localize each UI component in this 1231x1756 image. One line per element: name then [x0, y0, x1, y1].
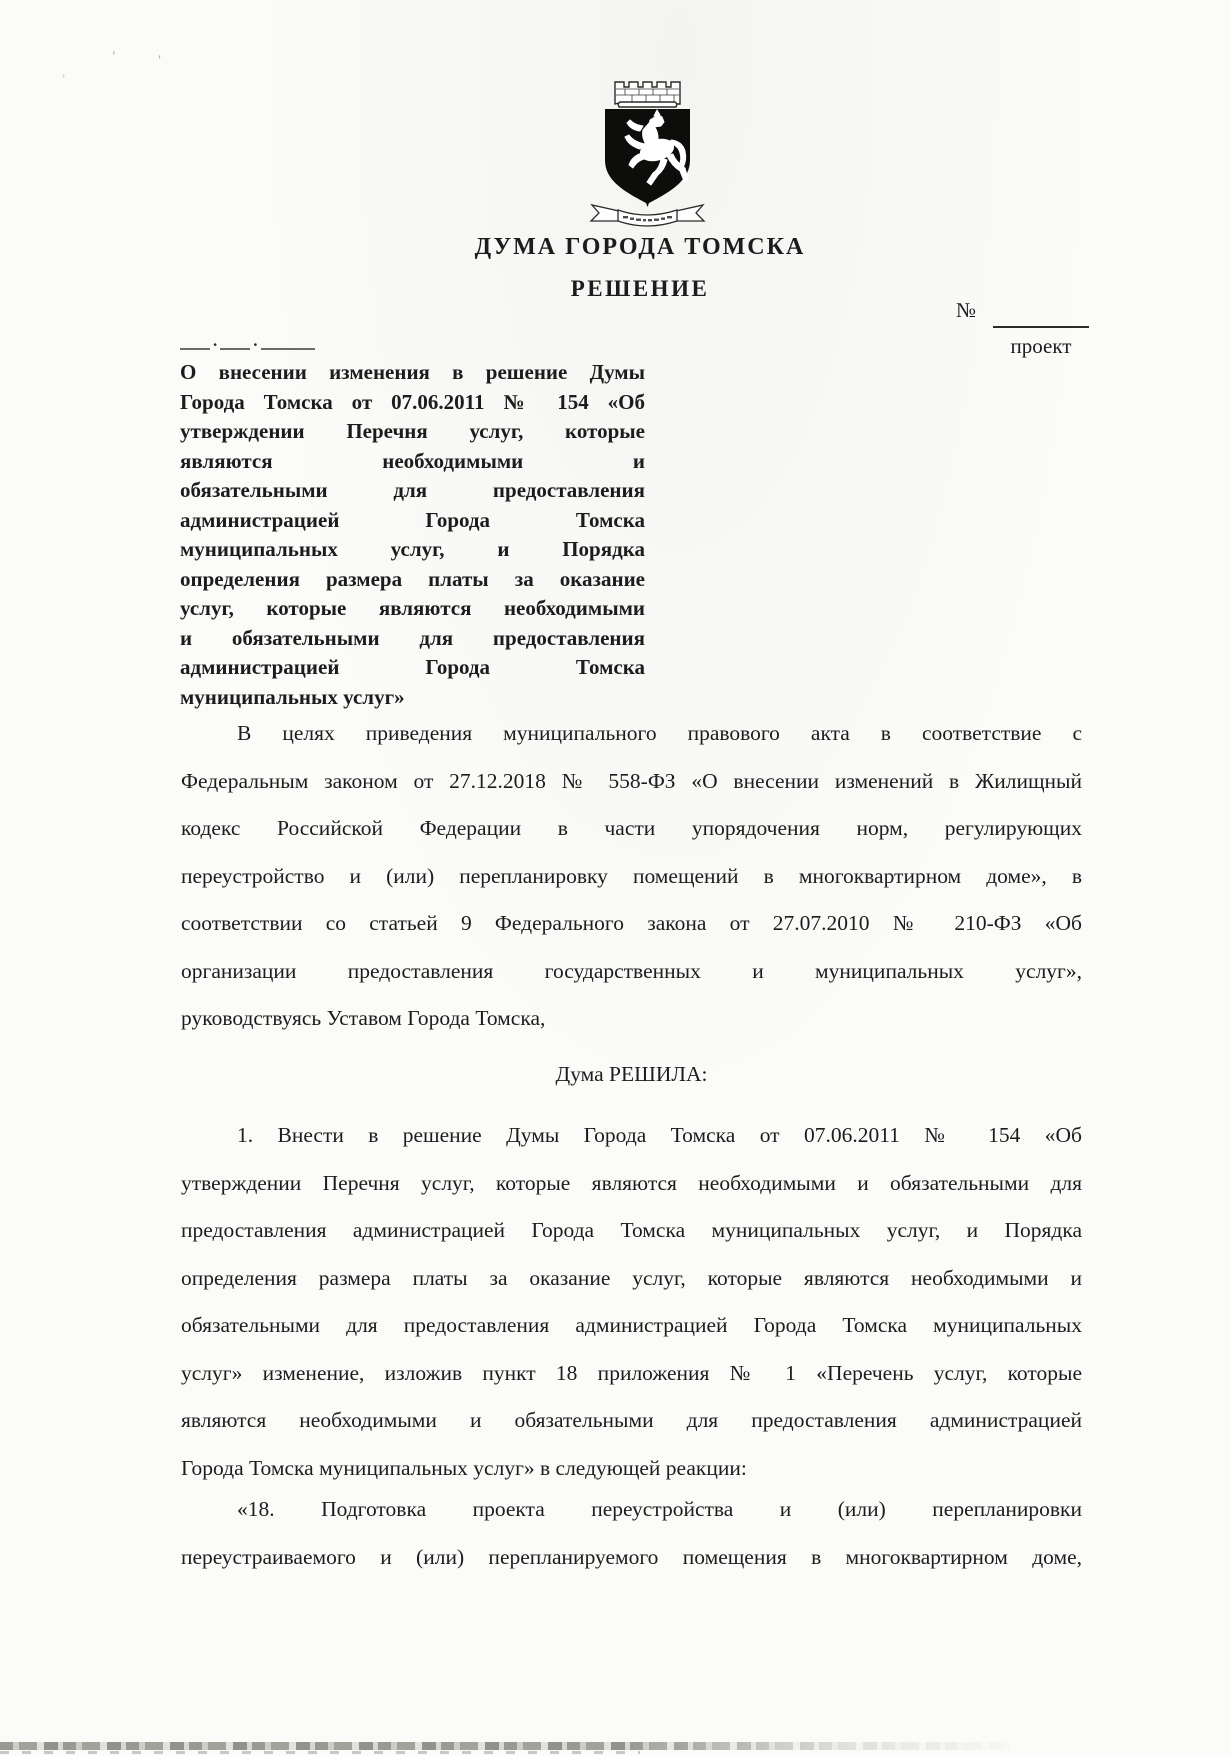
scan-edge-artifact: [0, 1742, 1010, 1750]
text-line: организации предоставления государственных и муниципальных услуг»,: [181, 958, 1082, 983]
motto-ribbon: [591, 205, 704, 226]
quoted-item-18: [181, 1486, 1082, 1581]
organization-name: ДУМА ГОРОДА ТОМСКА: [474, 234, 806, 260]
scan-speck: ': [157, 51, 162, 68]
date-blank-segment: [220, 330, 250, 350]
scan-speck: ,: [62, 64, 66, 79]
text-line: предоставления администрацией Города Томска муниципальных услуг, и Порядка: [181, 1218, 1082, 1242]
text-line: Города Томска муниципальных услуг» в следующей реакции:: [181, 1455, 747, 1480]
text-line: утверждении Перечня услуг, которые: [180, 419, 645, 443]
scan-speck: ': [110, 47, 116, 64]
text-line: Города Томска от 07.06.2011 № 154 «Об: [180, 389, 645, 414]
text-line: услуг» изменение, изложив пункт 18 приложения № 1 «Перечень услуг, которые: [181, 1360, 1082, 1385]
text-line: Федеральным законом от 27.12.2018 № 558-ФЗ «О внесении изменений в Жилищный: [181, 768, 1082, 793]
date-dot: .: [213, 331, 218, 350]
text-line: кодекс Российской Федерации в части упорядочения норм, регулирующих: [181, 816, 1082, 840]
date-dot: .: [253, 331, 258, 350]
text-line: утверждении Перечня услуг, которые являются необходимыми и обязательными для: [181, 1170, 1082, 1195]
draft-label: проект: [1010, 334, 1072, 358]
text-line: «18. Подготовка проекта переустройства и (или) перепланировки: [237, 1497, 1082, 1521]
shield: [605, 109, 690, 207]
text-line: О внесении изменения в решение Думы: [180, 360, 645, 384]
text-line: являются необходимыми и обязательными для предоставления администрацией: [181, 1408, 1082, 1432]
date-blank-segment: [261, 330, 315, 350]
number-label: №: [956, 298, 977, 322]
text-line: определения размера платы за оказание: [180, 566, 645, 591]
text-line: услуг, которые являются необходимыми: [180, 596, 645, 620]
text-line: муниципальных услуг»: [180, 684, 405, 709]
text-line: переустраиваемого и (или) перепланируемого помещения в многоквартирном доме,: [181, 1544, 1082, 1569]
resolution-item-1: [181, 1112, 1082, 1492]
document-subject: [180, 358, 645, 712]
document-type-title: РЕШЕНИЕ: [570, 276, 710, 301]
text-line: соответствии со статьей 9 Федерального закона от 27.07.2010 № 210-ФЗ «Об: [181, 911, 1082, 935]
text-line: 1. Внести в решение Думы Города Томска от 07.06.2011 № 154 «Об: [237, 1123, 1082, 1147]
text-line: муниципальных услуг, и Порядка: [180, 537, 645, 561]
date-blank-segment: [180, 330, 210, 350]
text-line: обязательными для предоставления: [180, 478, 645, 502]
text-line: переустройство и (или) перепланировку помещений в многоквартирном доме», в: [181, 863, 1082, 888]
date-placeholder: [180, 330, 315, 354]
text-line: В целях приведения муниципального правового акта в соответствие с: [237, 721, 1082, 745]
mural-crown-icon: [615, 82, 680, 107]
text-line: являются необходимыми и: [180, 448, 645, 473]
text-line: определения размера платы за оказание услуг, которые являются необходимыми и: [181, 1265, 1082, 1290]
text-line: руководствуясь Уставом Города Томска,: [181, 1006, 546, 1030]
resolution-heading: Дума РЕШИЛА:: [555, 1062, 708, 1086]
text-line: обязательными для предоставления администрацией Города Томска муниципальных: [181, 1313, 1082, 1337]
text-line: администрацией Города Томска: [180, 507, 645, 532]
text-line: и обязательными для предоставления: [180, 625, 645, 650]
number-blank-line: [993, 300, 1089, 328]
tomsk-coat-of-arms: [562, 76, 732, 228]
scan-edge-artifact: [0, 1751, 640, 1754]
preamble-paragraph: [181, 710, 1082, 1043]
text-line: администрацией Города Томска: [180, 655, 645, 679]
